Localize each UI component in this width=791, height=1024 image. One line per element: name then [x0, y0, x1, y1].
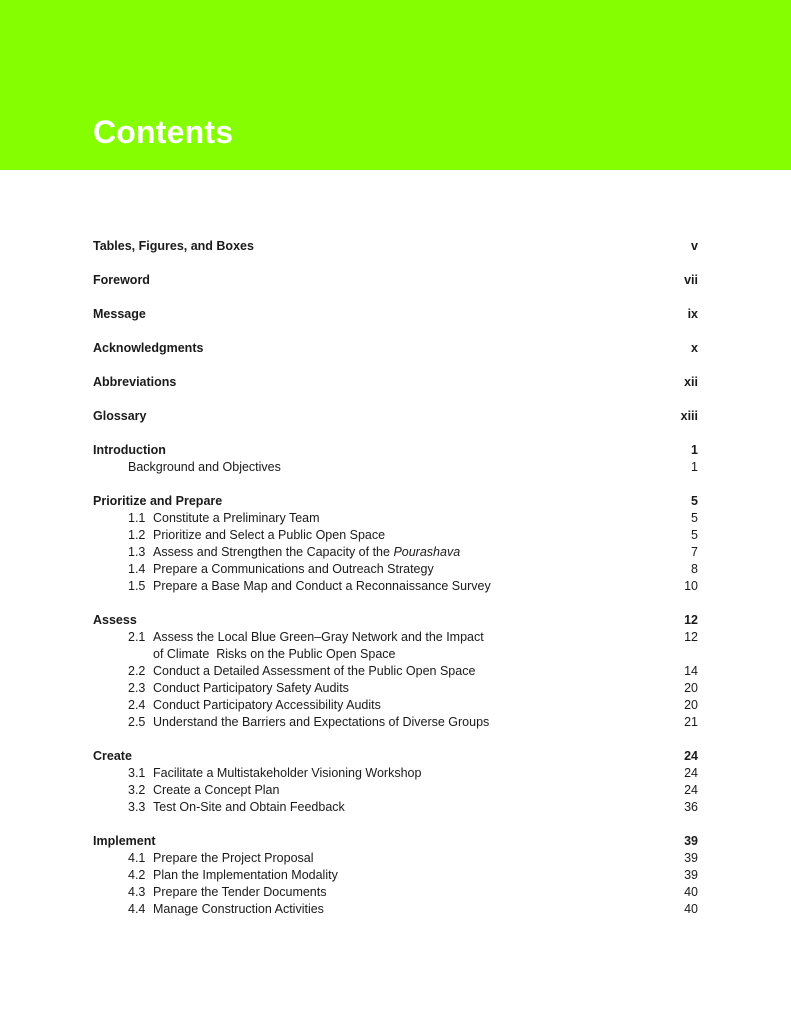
toc-entry-page: xii — [684, 375, 698, 389]
toc-subentry[interactable] — [93, 782, 698, 799]
toc-subentry-label: Facilitate a Multistakeholder Visioning Workshop — [153, 766, 422, 780]
toc-subentry-number: 2.3 — [128, 681, 146, 695]
toc-entry-label: Foreword — [93, 273, 150, 287]
toc-subentry[interactable] — [93, 629, 698, 663]
toc-subentry-label: Understand the Barriers and Expectations of Diverse Groups — [153, 715, 490, 729]
toc-entry[interactable] — [93, 340, 698, 357]
toc-section-create[interactable] — [93, 748, 698, 765]
toc-subentry-number: 2.1 — [128, 630, 146, 644]
toc-subentry[interactable] — [93, 884, 698, 901]
toc-section-label: Assess — [93, 613, 137, 627]
toc-entry-page: ix — [687, 307, 698, 321]
toc-subentry[interactable] — [93, 680, 698, 697]
toc-subentry-number: 4.1 — [128, 851, 146, 865]
toc-subentry-number: 1.5 — [128, 579, 146, 593]
toc-subentry-number: 3.2 — [128, 783, 146, 797]
toc-subentry[interactable] — [93, 765, 698, 782]
toc-subentry-label: Prepare a Communications and Outreach Strategy — [153, 562, 434, 576]
toc-subentry[interactable] — [93, 459, 698, 476]
toc-entry[interactable] — [93, 306, 698, 323]
toc-subentry-number: 3.3 — [128, 800, 146, 814]
toc-entry[interactable] — [93, 374, 698, 391]
toc-entry-label: Glossary — [93, 409, 147, 423]
toc-subentry-page: 5 — [691, 528, 698, 542]
toc-subentry-label-italic: Pourashava — [393, 545, 461, 559]
toc-subentry-number: 2.5 — [128, 715, 146, 729]
page-title: Contents — [93, 114, 234, 150]
toc-subentry-number: 2.2 — [128, 664, 146, 678]
toc-section-implement[interactable] — [93, 833, 698, 850]
toc-subentry-label: Background and Objectives — [128, 460, 281, 474]
toc-subentry[interactable] — [93, 663, 698, 680]
toc-section-label: Introduction — [93, 443, 166, 457]
toc-subentry-page: 14 — [684, 664, 698, 678]
toc-subentry-number: 1.2 — [128, 528, 146, 542]
toc-subentry-label: Create a Concept Plan — [153, 783, 280, 797]
toc-entry[interactable] — [93, 272, 698, 289]
toc-subentry[interactable] — [93, 544, 698, 561]
toc-subentry-page: 8 — [691, 562, 698, 576]
toc-subentry-page: 5 — [691, 511, 698, 525]
toc-subentry-number: 1.4 — [128, 562, 146, 576]
toc-section-prioritize[interactable] — [93, 493, 698, 510]
page-header — [0, 0, 791, 170]
toc-subentry-page: 40 — [684, 885, 698, 899]
toc-section-label: Implement — [93, 834, 156, 848]
toc-subentry-number: 4.4 — [128, 902, 146, 916]
toc-subentry-label: Prepare the Tender Documents — [153, 885, 327, 899]
toc-subentry-label: Test On-Site and Obtain Feedback — [153, 800, 345, 814]
toc-subentry-number: 1.3 — [128, 545, 146, 559]
toc-subentry-label-continued: of Climate Risks on the Public Open Space — [153, 647, 396, 661]
toc-subentry-number: 4.2 — [128, 868, 146, 882]
toc-subentry-label: Prepare the Project Proposal — [153, 851, 314, 865]
toc-entry-label: Acknowledgments — [93, 341, 204, 355]
toc-subentry-number: 1.1 — [128, 511, 146, 525]
toc-entry-page: vii — [684, 273, 698, 287]
toc-subentry[interactable] — [93, 850, 698, 867]
toc-subentry-number: 3.1 — [128, 766, 146, 780]
toc-section-page: 1 — [691, 443, 698, 457]
toc-subentry[interactable] — [93, 799, 698, 816]
toc-subentry-label: Assess the Local Blue Green–Gray Network and the Impact — [153, 630, 484, 644]
toc-subentry-label: Prepare a Base Map and Conduct a Reconnaissance Survey — [153, 579, 491, 593]
toc-subentry-label: Conduct Participatory Safety Audits — [153, 681, 349, 695]
toc-subentry-page: 21 — [684, 715, 698, 729]
toc-subentry-page: 7 — [691, 545, 698, 559]
toc-subentry-label: Assess and Strengthen the Capacity of the — [153, 545, 394, 559]
toc-subentry-page: 24 — [684, 766, 698, 780]
toc-subentry-page: 10 — [684, 579, 698, 593]
toc-subentry-label: Manage Construction Activities — [153, 902, 324, 916]
toc-subentry-page: 24 — [684, 783, 698, 797]
toc-subentry-page: 20 — [684, 681, 698, 695]
toc-entry-label: Message — [93, 307, 146, 321]
toc-subentry[interactable] — [93, 714, 698, 731]
toc-entry-page: v — [691, 239, 698, 253]
toc-section-introduction[interactable] — [93, 442, 698, 459]
toc-subentry[interactable] — [93, 510, 698, 527]
toc-entry-label: Tables, Figures, and Boxes — [93, 239, 254, 253]
toc-subentry[interactable] — [93, 697, 698, 714]
toc-subentry-label: Conduct Participatory Accessibility Audits — [153, 698, 381, 712]
toc-subentry-page: 36 — [684, 800, 698, 814]
toc-subentry-number: 2.4 — [128, 698, 146, 712]
toc-subentry-page: 40 — [684, 902, 698, 916]
toc-entry[interactable] — [93, 408, 698, 425]
toc-subentry[interactable] — [93, 561, 698, 578]
toc-subentry-page: 20 — [684, 698, 698, 712]
toc-subentry-label: Constitute a Preliminary Team — [153, 511, 320, 525]
toc-entry-page: xiii — [680, 409, 698, 423]
toc-subentry[interactable] — [93, 867, 698, 884]
toc-section-page: 39 — [684, 834, 698, 848]
toc-subentry-page: 1 — [691, 460, 698, 474]
toc-entry-page: x — [691, 341, 698, 355]
toc-section-label: Create — [93, 749, 132, 763]
toc-section-label: Prioritize and Prepare — [93, 494, 223, 508]
table-of-contents — [93, 238, 698, 918]
toc-subentry[interactable] — [93, 901, 698, 918]
toc-subentry-label: Prioritize and Select a Public Open Space — [153, 528, 386, 542]
toc-subentry-page: 39 — [684, 851, 698, 865]
toc-entry[interactable] — [93, 238, 698, 255]
toc-section-page: 12 — [684, 613, 698, 627]
toc-subentry[interactable] — [93, 578, 698, 595]
toc-section-page: 24 — [684, 749, 698, 763]
toc-section-page: 5 — [691, 494, 698, 508]
toc-subentry-label: Plan the Implementation Modality — [153, 868, 338, 882]
toc-entry-label: Abbreviations — [93, 375, 177, 389]
toc-subentry-number: 4.3 — [128, 885, 146, 899]
toc-section-assess[interactable] — [93, 612, 698, 629]
toc-subentry[interactable] — [93, 527, 698, 544]
toc-subentry-page: 12 — [684, 630, 698, 644]
toc-subentry-label: Conduct a Detailed Assessment of the Public Open Space — [153, 664, 476, 678]
toc-subentry-page: 39 — [684, 868, 698, 882]
